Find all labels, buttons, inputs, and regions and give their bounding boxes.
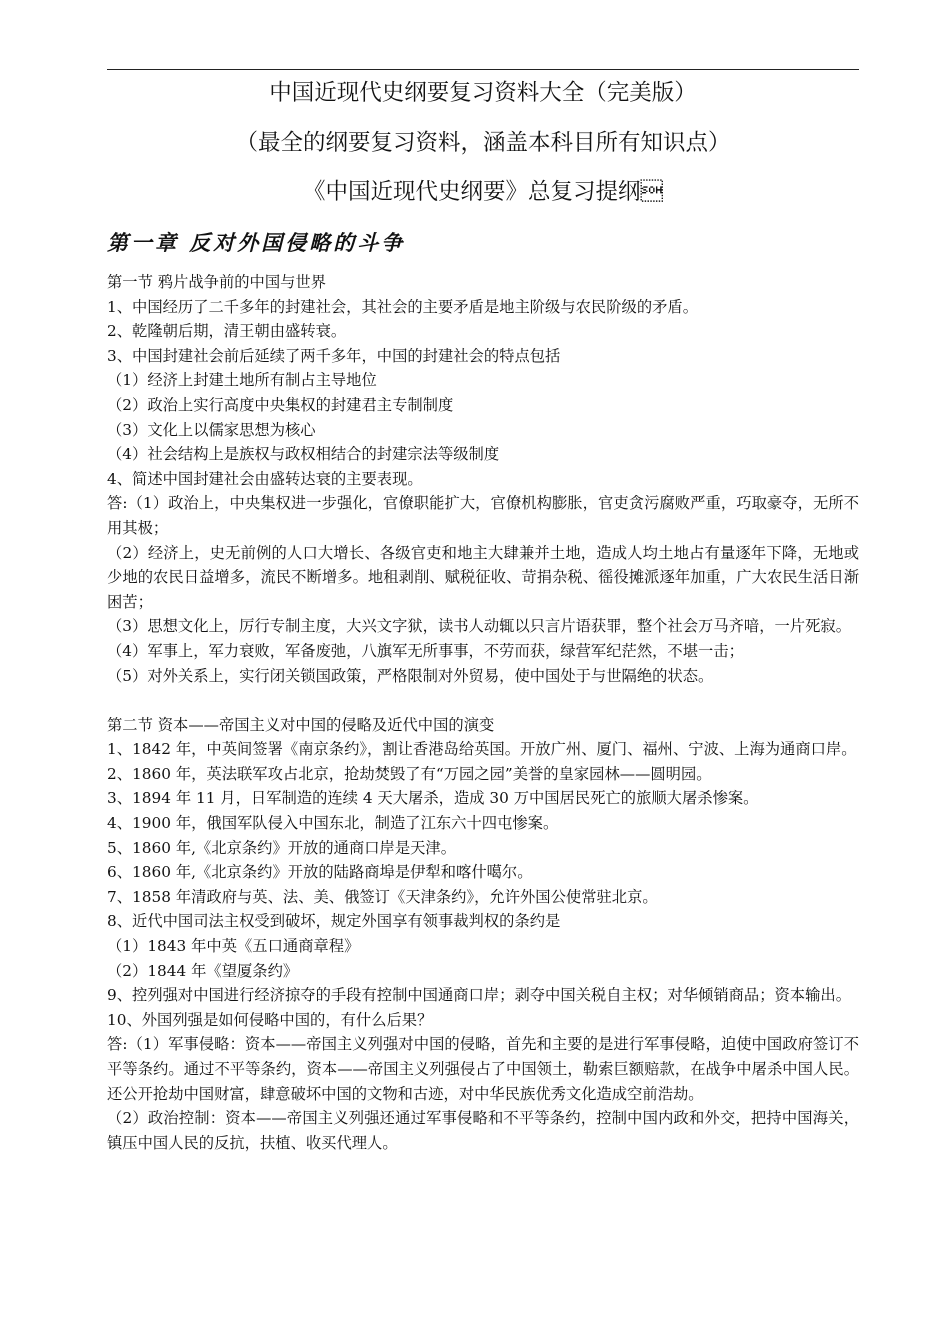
paragraph: 3、1894 年 11 月，日军制造的连续 4 天大屠杀，造成 30 万中国居民死亡的旅顺大屠杀惨案。 bbox=[107, 789, 759, 808]
paragraph: 6、1860 年,《北京条约》开放的陆路商埠是伊犁和喀什噶尔。 bbox=[107, 863, 533, 882]
paragraph: （4）军事上，军力衰败，军备废弛，八旗军无所事事，不劳而获，绿营军纪茫然，不堪一击； bbox=[107, 641, 744, 660]
paragraph: 3、中国封建社会前后延续了两千多年，中国的封建社会的特点包括 bbox=[107, 346, 561, 365]
paragraph: 答:（1）军事侵略：资本——帝国主义列强对中国的侵略，首先和主要的是进行军事侵略，迫使中国政府签订不平等条约。通过不平等条约，资本——帝国主义列强侵占了中国领土，勒索巨额赔款，在战争中屠杀中国人民。还公开抢劫中国财富，肆意破坏中国的文物和古迹，对中华民族优秀文化造成空前浩劫。 bbox=[107, 1035, 859, 1103]
section-gap bbox=[107, 688, 859, 713]
paragraph: 2、乾隆朝后期，清王朝由盛转衰。 bbox=[107, 322, 347, 341]
document-title: 中国近现代史纲要复习资料大全（完美版） bbox=[269, 80, 697, 106]
paragraph: （1）1843 年中英《五口通商章程》 bbox=[107, 937, 360, 956]
section-1 bbox=[107, 270, 859, 688]
paragraph: （2）经济上，史无前例的人口大增长、各级官吏和地主大肆兼并土地，造成人均土地占有量逐年下降，无地或少地的农民日益增多，流民不断增多。地租剥削、赋税征收、苛捐杂税、徭役摊派逐年加重，广大农民生活日渐困苦； bbox=[107, 543, 859, 611]
section-heading: 第一节 鸦片战争前的中国与世界 bbox=[107, 273, 327, 291]
paragraph: （3）思想文化上，厉行专制主度，大兴文字狱，读书人动辄以只言片语获罪，整个社会万马齐喑，一片死寂。 bbox=[107, 617, 851, 636]
paragraph: 2、1860 年，英法联军攻占北京，抢劫焚毁了有“万园之园”美誉的皇家园林——圆明园。 bbox=[107, 764, 712, 783]
paragraph: 4、1900 年，俄国军队侵入中国东北，制造了江东六十四屯惨案。 bbox=[107, 814, 559, 833]
paragraph: 9、控列强对中国进行经济掠夺的手段有控制中国通商口岸；剥夺中国关税自主权；对华倾销商品；资本输出。 bbox=[107, 986, 851, 1005]
section-2 bbox=[107, 713, 859, 1156]
paragraph: 1、中国经历了二千多年的封建社会，其社会的主要矛盾是地主阶级与农民阶级的矛盾。 bbox=[107, 297, 699, 316]
paragraph: 8、近代中国司法主权受到破坏，规定外国享有领事裁判权的条约是 bbox=[107, 912, 561, 931]
document-body bbox=[107, 270, 859, 1155]
paragraph: （3）文化上以儒家思想为核心 bbox=[107, 420, 316, 439]
paragraph: （2）政治上实行高度中央集权的封建君主专制制度 bbox=[107, 395, 454, 414]
paragraph: 10、外国列强是如何侵略中国的，有什么后果？ bbox=[107, 1010, 433, 1029]
paragraph: （5）对外关系上，实行闭关锁国政策，严格限制对外贸易，使中国处于与世隔绝的状态。 bbox=[107, 666, 714, 685]
outline-title: 《中国近现代史纲要》总复习提纲 bbox=[302, 179, 663, 205]
paragraph: （2）1844 年《望厦条约》 bbox=[107, 961, 299, 980]
paragraph: （4）社会结构上是族权与政权相结合的封建宗法等级制度 bbox=[107, 445, 500, 464]
paragraph: 答:（1）政治上，中央集权进一步强化，官僚职能扩大，官僚机构膨胀，官吏贪污腐败严重，巧取豪夺，无所不用其极； bbox=[107, 494, 859, 537]
paragraph: 4、简述中国封建社会由盛转达衰的主要表现。 bbox=[107, 469, 423, 488]
section-heading: 第二节 资本——帝国主义对中国的侵略及近代中国的演变 bbox=[107, 715, 495, 734]
chapter-heading: 第一章 反对外国侵略的斗争 bbox=[107, 230, 406, 255]
document-subtitle: （最全的纲要复习资料，涵盖本科目所有知识点） bbox=[235, 130, 731, 156]
paragraph: （1）经济上封建土地所有制占主导地位 bbox=[107, 371, 377, 390]
paragraph: 5、1860 年,《北京条约》开放的通商口岸是天津。 bbox=[107, 838, 457, 857]
paragraph: 7、1858 年清政府与英、法、美、俄签订《天津条约》，允许外国公使常驻北京。 bbox=[107, 887, 658, 906]
paragraph: （2）政治控制：资本——帝国主义列强还通过军事侵略和不平等条约，控制中国内政和外交，把持中国海关，镇压中国人民的反抗，扶植、收买代理人。 bbox=[107, 1109, 859, 1152]
paragraph: 1、1842 年，中英间签署《南京条约》，割让香港岛给英国。开放广州、厦门、福州、宁波、上海为通商口岸。 bbox=[107, 740, 857, 759]
top-rule bbox=[107, 69, 859, 70]
